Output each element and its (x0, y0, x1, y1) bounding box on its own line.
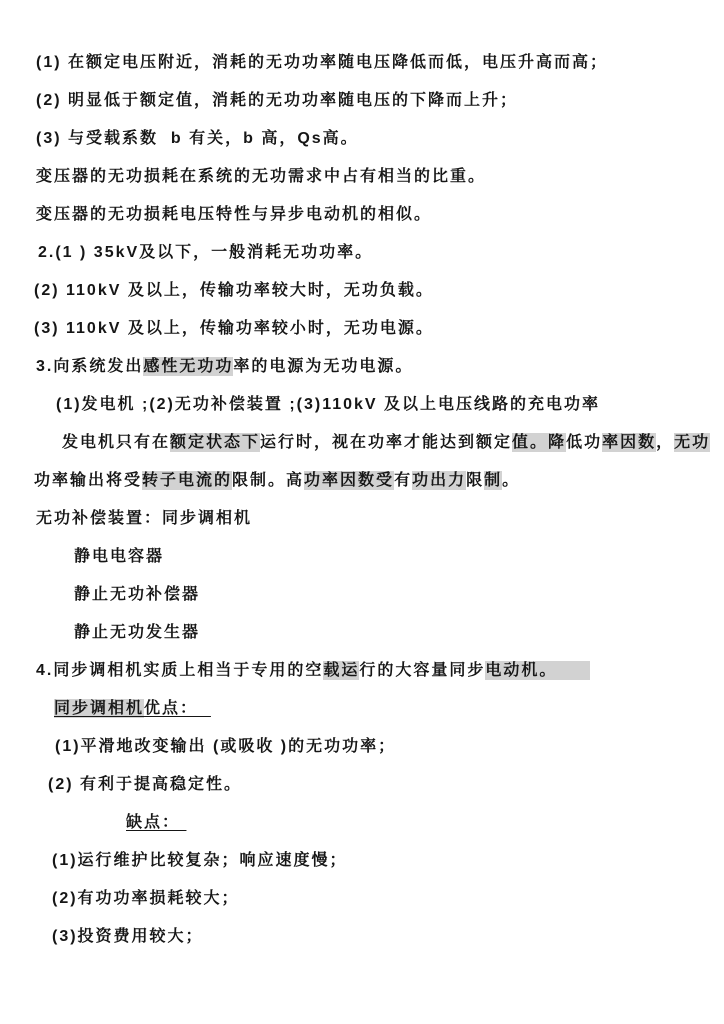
highlighted-text: 率因数 (602, 434, 657, 451)
text-segment: 3.向系统发出 (36, 358, 144, 375)
text-segment: 发电机只有在 (62, 434, 171, 451)
text-segment: (2) 110kV 及以上，传输功率较大时，无功负载。 (34, 282, 434, 299)
highlighted-text: 功出力 (412, 472, 467, 489)
text-segment: (3) 与受载系数 b 有关，b 高，Qs高。 (36, 130, 359, 147)
text-line (52, 918, 724, 956)
text-segment: (1)发电机 ;(2)无功补偿装置 ;(3)110kV 及以上电压线路的充电功率 (56, 396, 601, 413)
text-line (36, 158, 724, 196)
text-line (126, 804, 724, 842)
text-segment: ， (656, 434, 675, 451)
text-line (62, 424, 724, 462)
text-segment: 率的电源为无功电源。 (233, 358, 414, 375)
text-segment: (3) 110kV 及以上，传输功率较小时，无功电源。 (34, 320, 434, 337)
highlighted-text: 转子电流的 (142, 472, 233, 489)
text-segment: 功率输出将受 (34, 472, 143, 489)
text-segment: 无功补偿装置：同步调相机 (36, 510, 253, 527)
text-line (36, 82, 724, 120)
text-line (55, 728, 724, 766)
text-segment: (1)平滑地改变输出 (或吸收 )的无功功率； (55, 738, 397, 755)
text-segment: (2) 有利于提高稳定性。 (48, 776, 243, 793)
text-segment: 静止无功补偿器 (74, 586, 201, 603)
text-line (56, 386, 724, 424)
text-line (34, 462, 724, 500)
underlined-text: 缺点： (126, 814, 187, 831)
highlighted-text: 感性无功功 (143, 358, 234, 375)
highlighted-text: 同步调相机 (54, 700, 145, 717)
text-segment: (1) 在额定电压附近，消耗的无功功率随电压降低而低，电压升高而高； (36, 54, 609, 71)
text-segment: (2)有功功率损耗较大； (52, 890, 240, 907)
text-segment: 变压器的无功损耗电压特性与异步电动机的相似。 (36, 206, 433, 223)
text-segment: 有 (394, 472, 413, 489)
text-line (36, 500, 724, 538)
text-line (48, 766, 724, 804)
text-line (74, 576, 724, 614)
highlighted-text: 制 (484, 472, 503, 489)
text-line (34, 272, 724, 310)
text-segment: 限 (466, 472, 485, 489)
text-segment: (1)运行维护比较复杂；响应速度慢； (52, 852, 348, 869)
text-segment: 变压器的无功损耗在系统的无功需求中占有相当的比重。 (36, 168, 487, 185)
text-line (36, 196, 724, 234)
highlighted-text: 载运 (323, 662, 360, 679)
text-line (36, 652, 724, 690)
underlined-text: 优点： (144, 700, 211, 717)
highlighted-text: 功率因数受 (304, 472, 395, 489)
text-line (36, 120, 724, 158)
text-segment: 低功 (566, 434, 603, 451)
highlighted-text: 额定状态下 (170, 434, 261, 451)
text-segment: 行的大容量同步 (359, 662, 486, 679)
text-segment: 静止无功发生器 (74, 624, 201, 641)
text-segment: 4.同步调相机实质上相当于专用的空 (36, 662, 324, 679)
text-segment: (3)投资费用较大； (52, 928, 204, 945)
text-line (54, 690, 724, 728)
text-segment: 2.(1 ) 35kV及以下，一般消耗无功功率。 (38, 244, 374, 261)
text-segment: (2) 明显低于额定值，消耗的无功功率随电压的下降而上升； (36, 92, 519, 109)
highlighted-text: 无功 (674, 434, 711, 451)
text-segment: 。 (502, 472, 521, 489)
highlighted-text: 值。降 (512, 434, 567, 451)
highlighted-text: 电动机。 (485, 662, 590, 679)
text-line (36, 44, 724, 82)
text-line (74, 614, 724, 652)
text-line (36, 348, 724, 386)
text-line (38, 234, 724, 272)
text-line (52, 842, 724, 880)
text-segment: 运行时，视在功率才能达到额定 (260, 434, 513, 451)
text-line (74, 538, 724, 576)
text-line (52, 880, 724, 918)
text-segment: 限制。高 (232, 472, 305, 489)
text-segment: 静电电容器 (74, 548, 165, 565)
text-line (34, 310, 724, 348)
